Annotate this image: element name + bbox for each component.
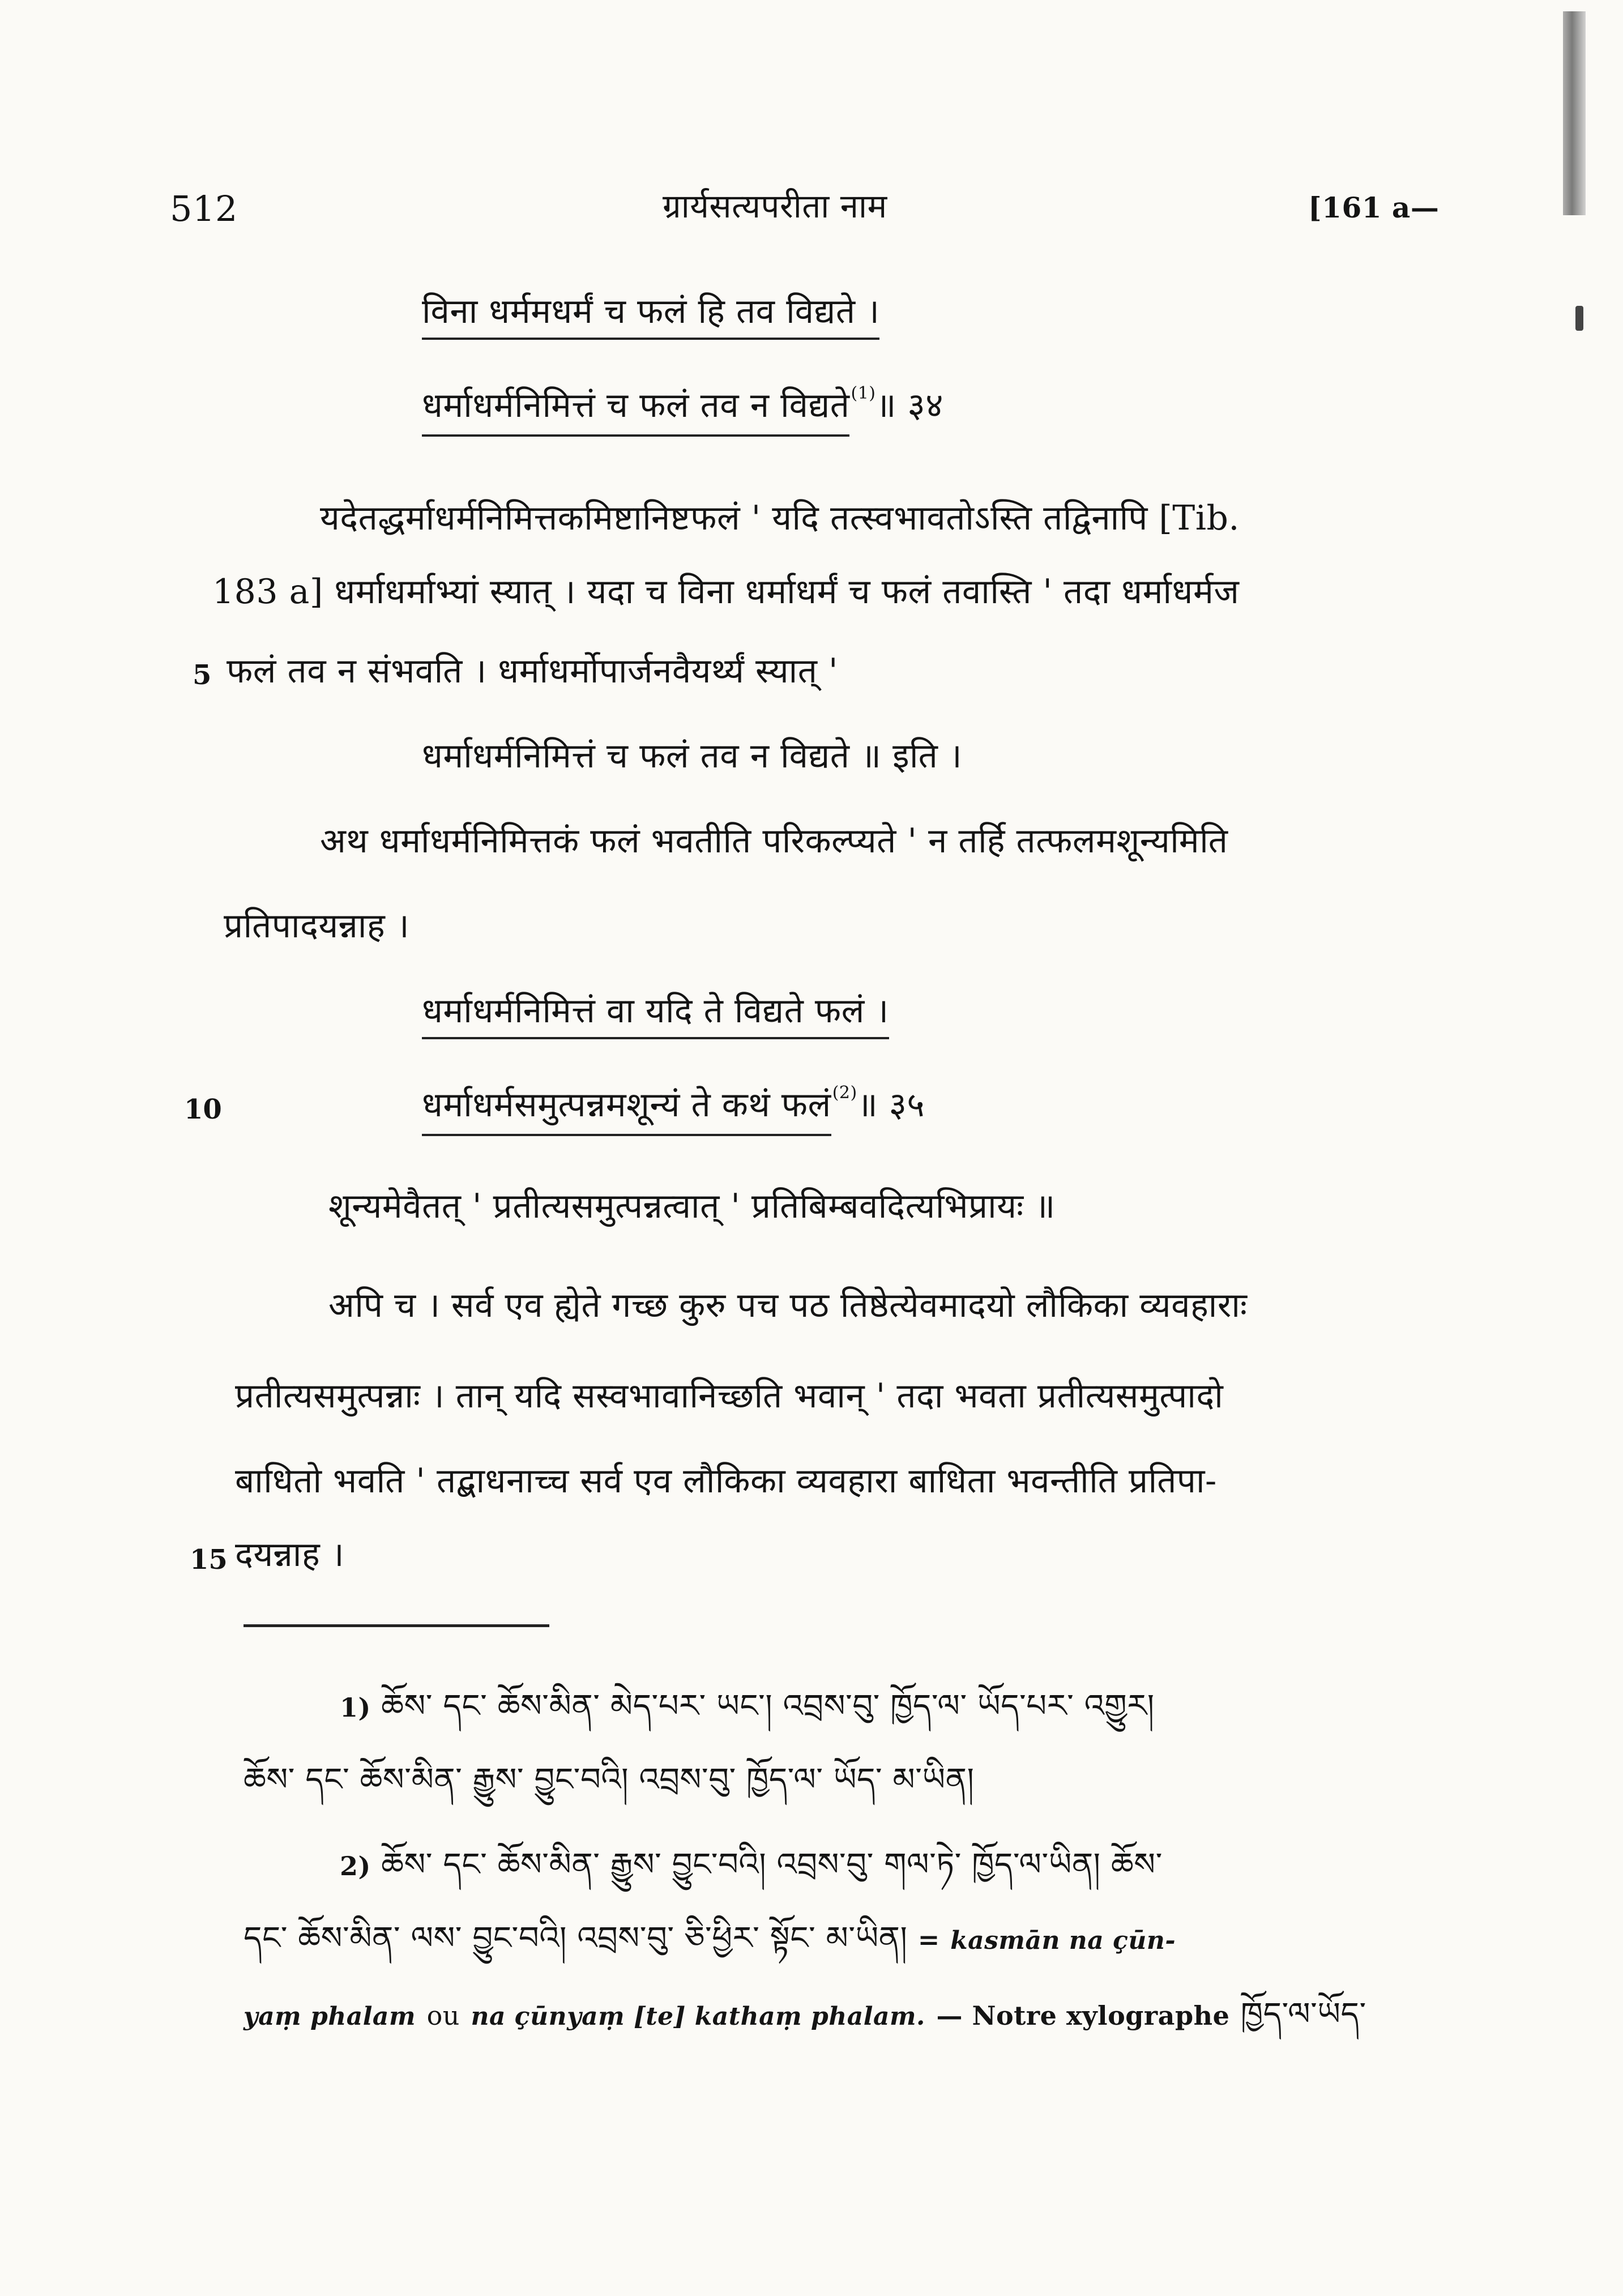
footnote2-latin3: na çūnyaṃ [te] kathaṃ phalam. [471, 2002, 925, 2031]
verse34-line1: विना धर्ममधर्मं च फलं हि तव विद्यते । [422, 295, 879, 340]
footnote2-line2 [244, 1920, 1176, 1957]
footnote1-text1: ཆོས་ དང་ ཆོས་མིན་ མེད་པར་ ཡང་། འབྲས་བུ་ ཁྱོད་ལ་ ཡོད་པར་ འགྱུར། [381, 1688, 1155, 1725]
line-number-5: 5 [193, 659, 212, 691]
verse34-line2-text: धर्माधर्मनिमित्तं च फलं तव न विद्यते [422, 386, 849, 437]
footnote2-tibetan3: ཁྱོད་ལ་ཡོད་ [1240, 1996, 1366, 2033]
prose1-line1: यदेतद्धर्माधर्मनिमित्तकमिष्टानिष्टफलं ' यदि तत्स्वभावतोऽस्ति तद्विनापि [Tib. [320, 498, 1240, 538]
footnote2-text1: ཆོས་ དང་ ཆོས་མིན་ རྒྱུས་ བྱུང་བའི། འབྲས་བུ་ གལ་ཏེ་ ཁྱོད་ལ་ཡིན། ཆོས་ [381, 1846, 1163, 1883]
prose1-line4: धर्माधर्मनिमित्तं च फलं तव न विद्यते ॥ इति । [422, 736, 963, 776]
folio-reference: [161 a— [1308, 191, 1440, 224]
footnote-ref-1: (1) [851, 383, 876, 403]
prose4-line1: अपि च । सर्व एव ह्येते गच्छ कुरु पच पठ तिष्ठेत्येवमादयो लौकिका व्यवहाराः [328, 1286, 1248, 1325]
page-edge-mark [1575, 306, 1583, 331]
prose4-line3: बाधितो भवति ' तद्बाधनाच्च सर्व एव लौकिका व्यवहारा बाधिता भवन्तीति प्रतिपा- [235, 1461, 1217, 1501]
footnote2-line1 [340, 1846, 1163, 1883]
running-title: ग्रार्यसत्यपरीता नाम [663, 187, 887, 225]
footnote2-line3 [244, 1996, 1366, 2033]
page-number: 512 [170, 188, 238, 229]
verse35-line2 [422, 1083, 925, 1125]
line-number-15: 15 [190, 1544, 228, 1576]
footnote2-xylographe: — Notre xylographe [936, 2000, 1230, 2031]
prose4-line2: प्रतीत्यसमुत्पन्नाः । तान् यदि सस्वभावानिच्छति भवान् ' तदा भवता प्रतीत्यसमुत्पादो [235, 1376, 1224, 1416]
prose3-line1: शून्यमेवैतत् ' प्रतीत्यसमुत्पन्नत्वात् ' प्रतिबिम्बवदित्यभिप्रायः ॥ [328, 1187, 1056, 1226]
line-number-10: 10 [184, 1094, 222, 1125]
page-edge-shadow [1563, 11, 1586, 215]
footnote1-line1 [340, 1688, 1155, 1725]
footnote1-line2: ཆོས་ དང་ ཆོས་མིན་ རྒྱུས་ བྱུང་བའི། འབྲས་བུ་ ཁྱོད་ལ་ ཡོད་ མ་ཡིན། [244, 1761, 975, 1798]
footnote-rule [244, 1624, 549, 1627]
prose1-line3: फलं तव न संभवति । धर्माधर्मोपार्जनवैयर्थ्यं स्यात् ' [227, 651, 838, 691]
footnote2-tibetan2: དང་ ཆོས་མིན་ ལས་ བྱུང་བའི། འབྲས་བུ་ ཅི་ཕྱིར་ སྟོང་ མ་ཡིན། [244, 1920, 908, 1957]
footnote-ref-2: (2) [832, 1083, 857, 1103]
footnote2-latin1: kasmān na çūn- [950, 1926, 1176, 1955]
footnote2-equals: = [917, 1924, 940, 1955]
prose4-line4: दयन्नाह । [235, 1535, 345, 1574]
footnote1-mark: 1) [340, 1692, 371, 1723]
prose2-line2: प्रतिपादयन्नाह । [224, 906, 410, 946]
footnote2-latin2: yaṃ phalam [244, 2002, 416, 2031]
footnote2-ou: ou [426, 2000, 460, 2031]
verse35-line2-text: धर्माधर्मसमुत्पन्नमशून्यं ते कथं फलं [422, 1085, 831, 1136]
verse35-number: ॥ ३५ [857, 1085, 925, 1125]
footnote2-mark: 2) [340, 1851, 371, 1881]
verse34-line2 [422, 385, 943, 423]
verse34-number: ॥ ३४ [875, 386, 943, 425]
verse35-line1: धर्माधर्मनिमित्तं वा यदि ते विद्यते फलं । [422, 994, 889, 1039]
prose1-line2: 183 a] धर्माधर्माभ्यां स्यात् । यदा च विना धर्माधर्मं च फलं तवास्ति ' तदा धर्माधर्मज [212, 572, 1240, 612]
prose2-line1: अथ धर्माधर्मनिमित्तकं फलं भवतीति परिकल्प्यते ' न तर्हि तत्फलमशून्यमिति [320, 821, 1228, 861]
